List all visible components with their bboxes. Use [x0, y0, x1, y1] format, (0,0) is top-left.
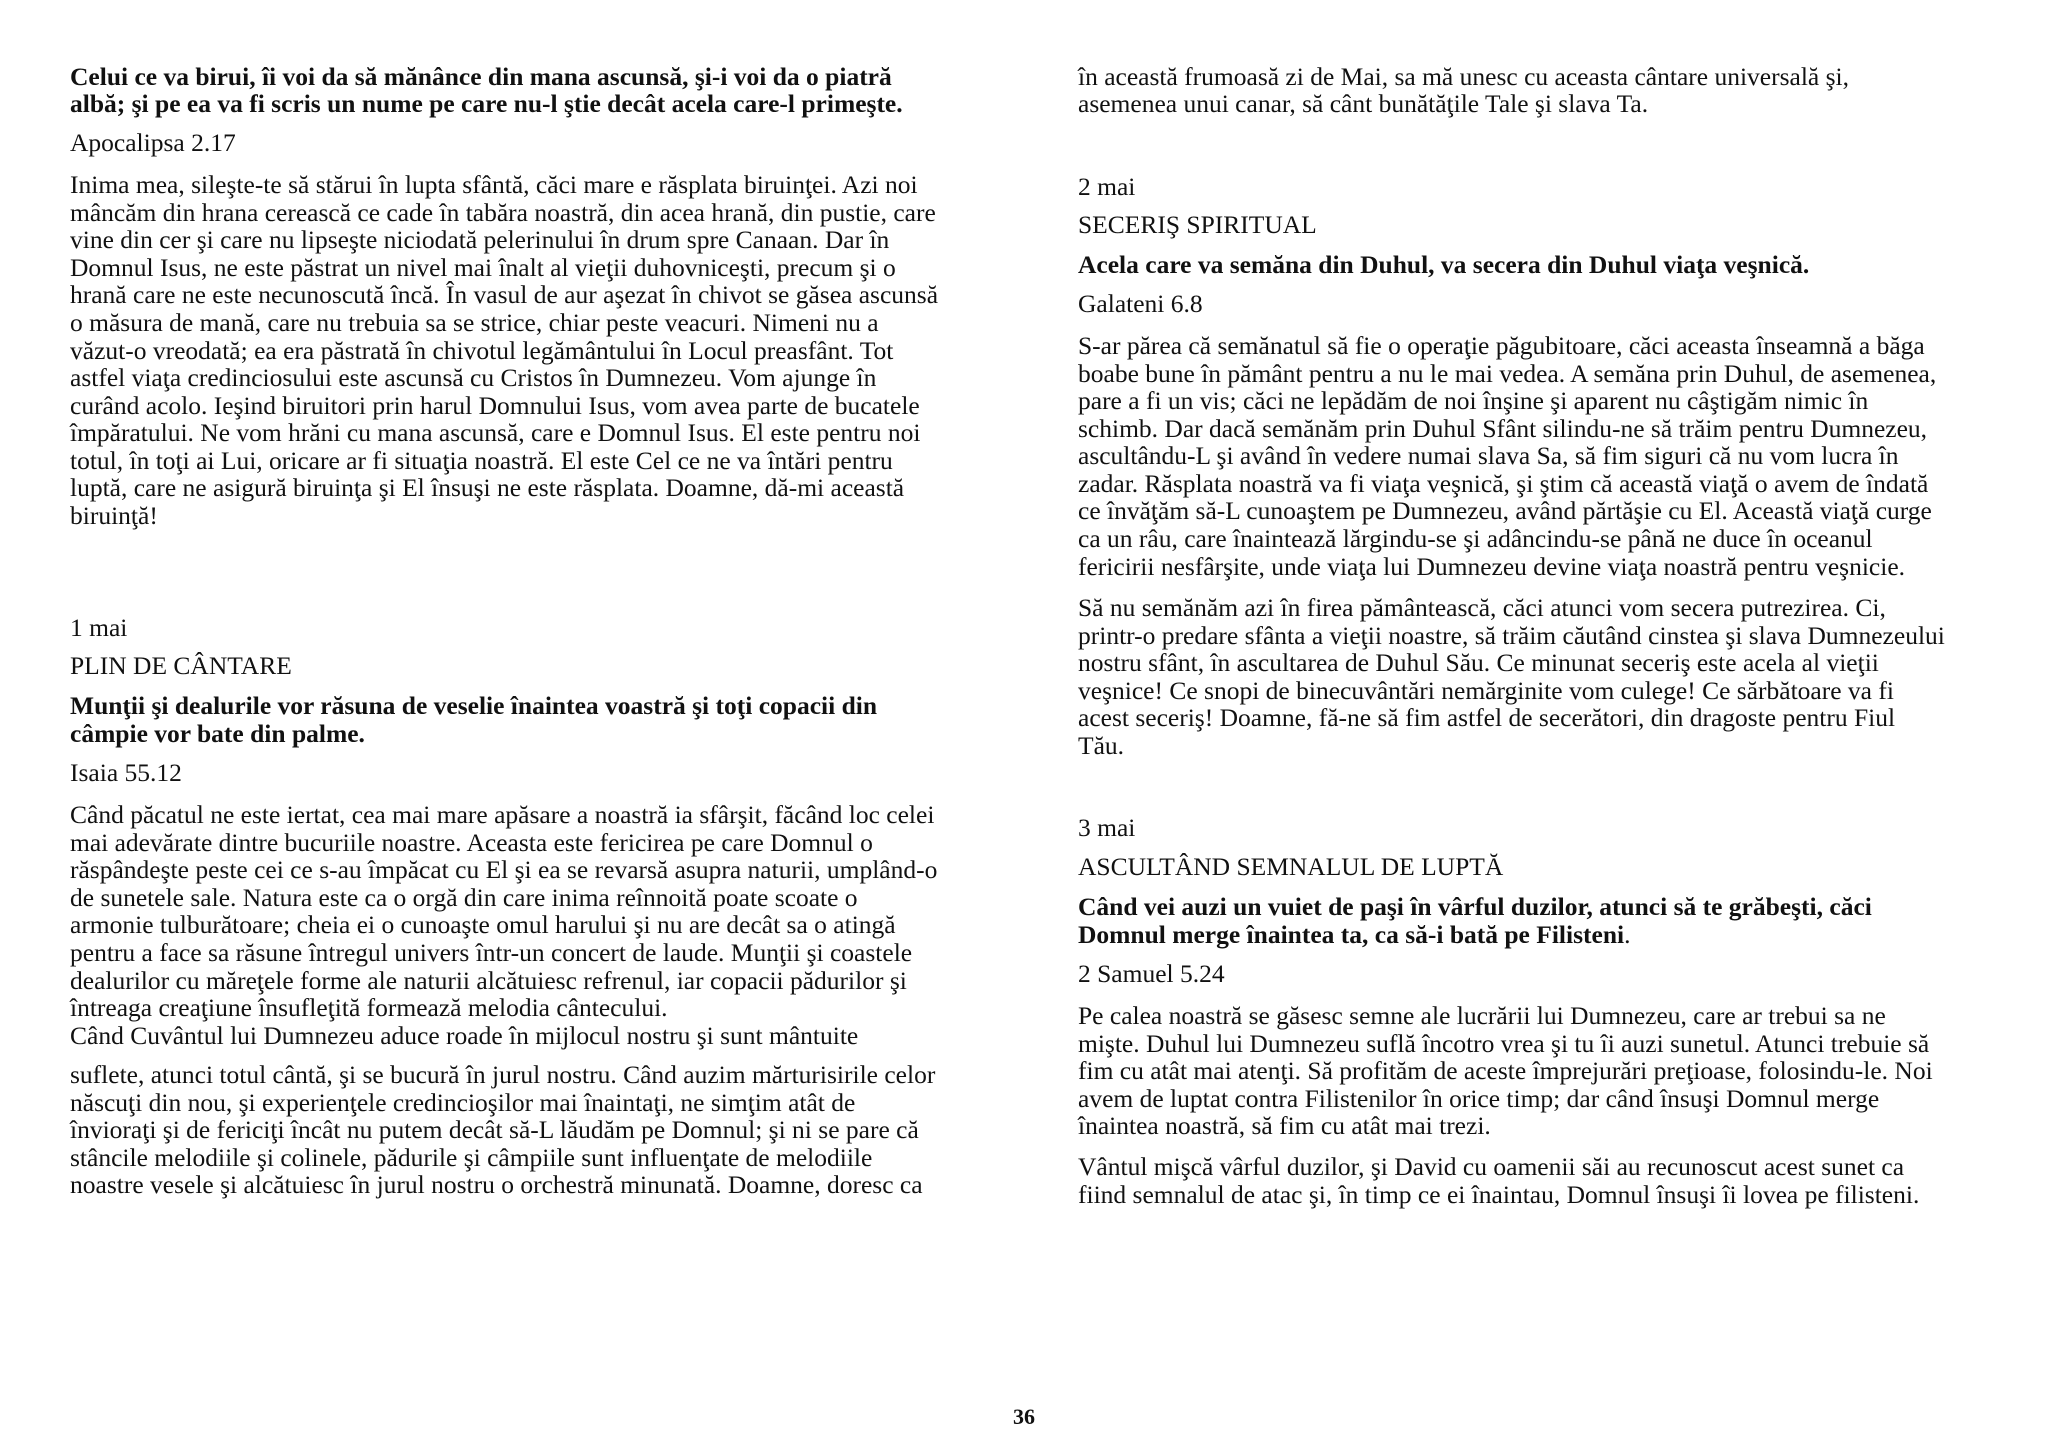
text-line: înaintea noastră, să fim cu atât mai trezi.	[1078, 1111, 1491, 1140]
text-line: printr-o predare sfânta a vieţii noastre, să trăim căutând cinstea şi slava Dumnezeului	[1078, 621, 1945, 650]
text-line: SECERIŞ SPIRITUAL	[1078, 210, 1317, 239]
text-line: astfel viaţa credinciosului este ascunsă cu Cristos în Dumnezeu. Vom ajunge în	[70, 363, 877, 392]
text-line: 2 Samuel 5.24	[1078, 959, 1225, 988]
text-line: vine din cer şi care nu lipseşte niciodată pelerinului în drum spre Canaan. Dar în	[70, 225, 890, 254]
text-line: mişte. Duhul lui Dumnezeu suflă încotro vrea şi tu îi auzi sunetul. Atunci trebuie să	[1078, 1029, 1930, 1058]
text-line: pentru a face sa răsune întregul univers într-un concert de laude. Munţii şi coastele	[70, 938, 913, 967]
text-line: dealurilor cu măreţele forme ale naturii alcătuiesc refrenul, iar copacii pădurilor şi	[70, 966, 907, 995]
text-line: Tău.	[1078, 731, 1125, 760]
text-line: biruinţă!	[70, 501, 158, 530]
text-line: zadar. Răsplata noastră va fi viaţa veşnică, şi ştim că această viaţă o avem de îndată	[1078, 469, 1929, 498]
text-line: albă; şi pe ea va fi scris un nume pe care nu-l ştie decât acela care-l primeşte.	[70, 89, 903, 118]
text-line: PLIN DE CÂNTARE	[70, 651, 292, 680]
text-line: fiind semnalul de atac şi, în timp ce ei înaintau, Domnul însuşi îi lovea pe filisteni.	[1078, 1180, 1920, 1209]
text-line: Inima mea, sileşte-te să stărui în lupta sfântă, căci mare e răsplata biruinţei. Azi noi	[70, 170, 918, 199]
text-line: născuţi din nou, şi experienţele credincioşilor mai înaintaţi, ne simţim atât de	[70, 1088, 856, 1117]
text-line: de sunetele sale. Natura este ca o orgă din care inima reînnoită poate scoate o	[70, 883, 858, 912]
text-line: Acela care va semăna din Duhul, va secera din Duhul viaţa veşnică.	[1078, 250, 1810, 279]
text-line: schimb. Dar dacă semănăm prin Duhul Sfânt silindu-ne să trăim pentru Dumnezeu,	[1078, 414, 1928, 443]
text-line: Apocalipsa 2.17	[70, 128, 236, 157]
text-line: ascultându-L şi având în vedere numai slava Sa, să fim siguri că nu vom lucra în	[1078, 441, 1899, 470]
text-line: hrană care ne este necunoscută încă. În vasul de aur aşezat în chivot se găsea ascunsă	[70, 280, 939, 309]
text-line: boabe bune în pământ pentru a nu le mai vedea. A semăna prin Duhul, de asemenea,	[1078, 359, 1937, 388]
text-line: câmpie vor bate din palme.	[70, 719, 365, 748]
text-line: suflete, atunci totul cântă, şi se bucură în jurul nostru. Când auzim mărturisirile celor	[70, 1060, 936, 1089]
text-line: împăratului. Ne vom hrăni cu mana ascunsă, care e Domnul Isus. El este pentru noi	[70, 418, 921, 447]
trailing-punctuation: .	[1624, 920, 1631, 949]
text-line: nostru sfânt, în ascultarea de Duhul Său. Ce minunat seceriş este acela al vieţii	[1078, 648, 1879, 677]
text-line: întreaga creaţiune însufleţită formează melodia cântecului.	[70, 993, 668, 1022]
text-line: Să nu semănăm azi în firea pământească, căci atunci vom secera putrezirea. Ci,	[1078, 593, 1886, 622]
text-line: 1 mai	[70, 613, 128, 642]
text-line: Domnul merge înaintea ta, ca să-i bată pe Filisteni.	[1078, 920, 1631, 949]
text-line: Celui ce va birui, îi voi da să mănânce din mana ascunsă, şi-i voi da o piatră	[70, 62, 892, 91]
text-line: mai adevărate dintre bucuriile noastre. Aceasta este fericirea pe care Domnul o	[70, 828, 873, 857]
page-number: 36	[1013, 1404, 1035, 1429]
text-line: asemenea unui canar, să cânt bunătăţile Tale şi slava Ta.	[1078, 89, 1649, 118]
text-line: în această frumoasă zi de Mai, sa mă unesc cu aceasta cântare universală şi,	[1078, 62, 1850, 91]
text-line: Vântul mişcă vârful duzilor, şi David cu oamenii săi au recunoscut acest sunet ca	[1078, 1152, 1905, 1181]
text-line: luptă, care ne asigură biruinţa şi El însuşi ne este răsplata. Doamne, dă-mi această	[70, 473, 905, 502]
text-line: totul, în toţi ai Lui, oricare ar fi situaţia noastră. El este Cel ce ne va întări pentru	[70, 446, 893, 475]
text-line: Galateni 6.8	[1078, 289, 1203, 318]
text-line: Când Cuvântul lui Dumnezeu aduce roade în mijlocul nostru şi sunt mântuite	[70, 1021, 859, 1050]
text-line: învioraţi şi de fericiţi încât nu putem decât să-L lăudăm pe Domnul; şi ni se pare că	[70, 1115, 919, 1144]
text-line: armonie tulburătoare; cheia ei o cunoaşte omul harului şi nu are decât sa o atingă	[70, 910, 896, 939]
text-line: mâncăm din hrana cerească ce cade în tabăra noastră, din acea hrană, din pustie, care	[70, 198, 936, 227]
text-line: S-ar părea că semănatul să fie o operaţie păgubitoare, căci aceasta înseamnă a băga	[1078, 331, 1925, 360]
text-line: 2 mai	[1078, 172, 1136, 201]
text-line: curând acolo. Ieşind biruitori prin harul Domnului Isus, vom avea parte de bucatele	[70, 391, 920, 420]
text-line: ASCULTÂND SEMNALUL DE LUPTĂ	[1078, 852, 1504, 881]
text-line: fim cu atât mai atenţi. Să profităm de aceste împrejurări preţioase, folosindu-le. Noi	[1078, 1056, 1933, 1085]
text-line: 3 mai	[1078, 813, 1136, 842]
text-line: Isaia 55.12	[70, 758, 182, 787]
text-line: noastre vesele şi alcătuiesc în jurul nostru o orchestră minunată. Doamne, doresc ca	[70, 1170, 923, 1199]
text-line: ce învăţăm să-L cunoaştem pe Dumnezeu, având părtăşie cu El. Această viaţă curge	[1078, 496, 1932, 525]
text-line: ca un râu, care înaintează lărgindu-se şi adâncindu-se până ne duce în oceanul	[1078, 524, 1873, 553]
text-line: o măsura de mană, care nu trebuia sa se strice, chiar peste veacuri. Nimeni nu a	[70, 308, 879, 337]
text-line: fericirii nesfârşite, unde viaţa lui Dumnezeu devine viaţa noastră pentru veşnicie.	[1078, 552, 1906, 581]
text-line: pare a fi un vis; căci ne lepădăm de noi înşine şi aparent nu câştigăm nimic în	[1078, 386, 1869, 415]
text-line: Când vei auzi un vuiet de paşi în vârful duzilor, atunci să te grăbeşti, căci	[1078, 892, 1872, 921]
text-line: văzut-o vreodată; ea era păstrată în chivotul legământului în Locul preasfânt. Tot	[70, 336, 894, 365]
text-line: Domnul Isus, ne este păstrat un nivel mai înalt al vieţii duhovniceşti, precum şi o	[70, 253, 896, 282]
text-line: Pe calea noastră se găsesc semne ale lucrării lui Dumnezeu, care ar trebui sa ne	[1078, 1001, 1886, 1030]
text-line: Când păcatul ne este iertat, cea mai mare apăsare a noastră ia sfârşit, făcând loc celei	[70, 800, 935, 829]
text-line: avem de luptat contra Filistenilor în orice timp; dar când însuşi Domnul merge	[1078, 1084, 1880, 1113]
text-line: acest seceriş! Doamne, fă-ne să fim astfel de secerători, din dragoste pentru Fiul	[1078, 703, 1896, 732]
text-line: stâncile melodiile şi colinele, pădurile şi câmpiile sunt influenţate de melodiile	[70, 1143, 873, 1172]
text-line: Munţii şi dealurile vor răsuna de veselie înaintea voastră şi toţi copacii din	[70, 691, 878, 720]
text-line: veşnice! Ce snopi de binecuvântări nemărginite vom culege! Ce sărbătoare va fi	[1078, 676, 1894, 705]
text-line: răspândeşte peste cei ce s-au împăcat cu El şi ea se revarsă asupra naturii, umplând-o	[70, 855, 938, 884]
